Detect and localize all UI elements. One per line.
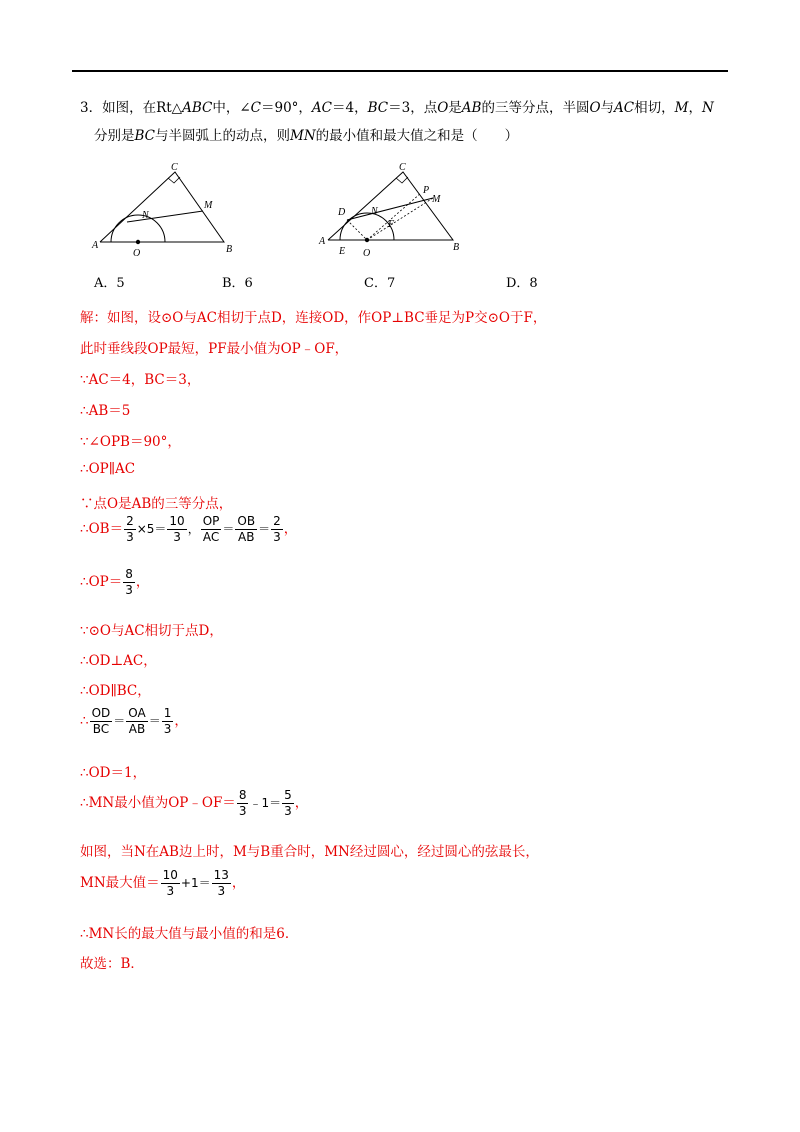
svg-text:E: E [339,246,346,257]
solution-line-11: ∴OD⊥AC， [80,653,157,669]
svg-text:B: B [226,244,233,255]
solution-line-2: 此时垂线段OP最短，PF最小值为OP﹣OF， [80,341,349,357]
solution-line-12: ∴OD∥BC， [80,683,151,699]
solution-line-3: ∵AC＝4，BC＝3， [80,372,201,388]
solution-line-19: 故选：B． [80,956,144,972]
svg-text:O: O [363,248,371,259]
question-line-1: 3．如图，在Rt△ABC中，∠C＝90°，AC＝4，BC＝3，点O是AB的三等分点，半圆O与AC相切，M，N [80,100,714,116]
svg-text:P: P [423,185,430,196]
svg-text:D: D [338,207,346,218]
option-a[interactable]: A．5 [94,276,125,291]
solution-line-10: ∵⊙O与AC相切于点D， [80,623,223,639]
solution-line-4: ∴AB＝5 [80,403,131,419]
option-d[interactable]: D．8 [506,276,538,291]
figure-2 [315,160,475,260]
solution-line-17: MN最大值＝ $\frac{10}{3}$ +1＝ $\frac{13}{3}$ ， [80,868,246,898]
svg-text:F: F [388,219,395,230]
svg-text:M: M [432,194,441,205]
solution-line-1: 解：如图，设⊙O与AC相切于点D，连接OD，作OP⊥BC垂足为P交⊙O于F， [80,310,547,326]
solution-line-5: ∵∠OPB＝90°， [80,434,181,450]
svg-text:N: N [371,206,378,217]
solution-line-13: ∴ $\frac{OD}{BC}$ ＝ $\frac{OA}{AB}$ ＝ $\frac{1}{3}$ ， [80,706,188,736]
svg-text:C: C [399,162,406,173]
solution-line-8: ∴OB＝ $\frac{2}{3}$ ×5＝ $\frac{10}{3}$ ， $\frac{OP}{AC}$ ＝ $\frac{OB}{AB}$ ＝ $\frac{2}{3}$ ， [80,514,298,544]
svg-text:B: B [453,242,460,253]
svg-text:O: O [133,248,141,259]
svg-text:N: N [142,210,149,221]
header-rule [72,70,728,72]
solution-line-7: ∵点O是AB的三等分点， [80,496,233,512]
solution-line-9: ∴OP＝ $\frac{8}{3}$ ， [80,567,150,597]
option-c[interactable]: C．7 [364,276,396,291]
svg-text:A: A [92,240,99,251]
solution-line-6: ∴OP∥AC [80,461,136,477]
question-line-2: 分别是BC与半圆弧上的动点，则MN的最小值和最大值之和是（ ） [94,128,519,144]
solution-line-18: ∴MN长的最大值与最小值的和是6． [80,926,299,942]
svg-text:A: A [319,236,326,247]
solution-line-14: ∴OD＝1， [80,765,147,781]
svg-text:C: C [171,162,178,173]
option-b[interactable]: B．6 [222,276,253,291]
solution-line-16: 如图，当N在AB边上时，M与B重合时，MN经过圆心，经过圆心的弦最长， [80,844,539,860]
solution-line-15: ∴MN最小值为OP﹣OF＝ $\frac{8}{3}$ ﹣1＝ $\frac{5}{3}$ ， [80,788,309,818]
figure-1 [88,160,238,260]
svg-text:M: M [204,200,213,211]
